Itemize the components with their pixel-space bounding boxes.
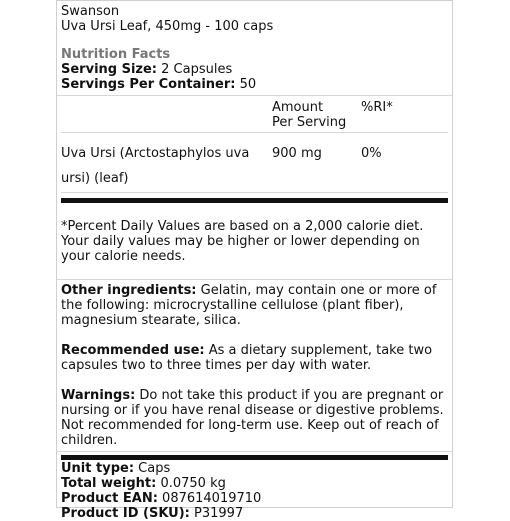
amount-header-line-2: Per Serving <box>272 115 347 130</box>
recommended-use <box>61 343 448 373</box>
spacer <box>61 328 448 343</box>
warnings <box>61 388 448 448</box>
product-sku-value: P31997 <box>194 506 244 521</box>
nutrition-label <box>56 0 453 521</box>
divider <box>61 192 448 193</box>
servings-per-container <box>61 77 448 92</box>
footnote: *Percent Daily Values are based on a 2,000 calorie diet. Your daily values may be higher or lower depending on your calorie needs. <box>61 219 424 264</box>
product-ean-label: Product EAN: <box>61 491 158 506</box>
unit-type-value: Caps <box>138 461 171 476</box>
amount-header <box>272 100 346 130</box>
total-weight-value: 0.0750 kg <box>160 476 226 491</box>
serving-size <box>61 62 448 77</box>
ingredient-ri: 0% <box>361 146 382 161</box>
spacer <box>61 373 448 388</box>
product-sku <box>61 506 448 521</box>
product-details <box>61 461 448 521</box>
servings-value: 50 <box>239 77 257 92</box>
product-sku-label: Product ID (SKU): <box>61 506 190 521</box>
ingredient-name: Uva Ursi (Arctostaphylos uva ursi) (leaf) <box>61 146 250 186</box>
brand-name: Swanson <box>61 4 120 19</box>
total-weight-label: Total weight: <box>61 476 157 491</box>
thick-divider <box>61 455 448 460</box>
serving-size-label: Serving Size: <box>61 62 158 77</box>
ri-header: %RI* <box>361 100 393 115</box>
ingredients-table <box>61 96 448 186</box>
other-ingredients-text: Gelatin, may contain one or more of the following: microcrystalline cellulose (plant fiber), magnesium stearate, silica. <box>61 283 437 328</box>
unit-type-label: Unit type: <box>61 461 135 476</box>
ingredient-amount: 900 mg <box>272 146 322 161</box>
warnings-text: Do not take this product if you are pregnant or nursing or if you have renal disease or digestive problems. Not recommended for long-term use. Keep out of reach of children. <box>61 388 444 448</box>
other-ingredients <box>61 283 448 328</box>
other-ingredients-label: Other ingredients: <box>61 283 197 298</box>
recommended-use-text: As a dietary supplement, take two capsules two to three times per day with water. <box>61 343 433 373</box>
total-weight <box>61 476 448 491</box>
warnings-label: Warnings: <box>61 388 136 403</box>
serving-size-value: 2 Capsules <box>161 62 233 77</box>
amount-header-line-1: Amount <box>272 100 324 115</box>
servings-label: Servings Per Container: <box>61 77 236 92</box>
product-ean <box>61 491 448 506</box>
product-ean-value: 087614019710 <box>162 491 262 506</box>
recommended-use-label: Recommended use: <box>61 343 205 358</box>
product-name: Uva Ursi Leaf, 450mg - 100 caps <box>61 19 274 34</box>
divider <box>57 451 452 452</box>
divider <box>61 132 448 133</box>
nutrition-facts-title: Nutrition Facts <box>61 47 171 62</box>
thick-divider <box>61 198 448 203</box>
unit-type <box>61 461 448 476</box>
divider <box>57 279 452 280</box>
